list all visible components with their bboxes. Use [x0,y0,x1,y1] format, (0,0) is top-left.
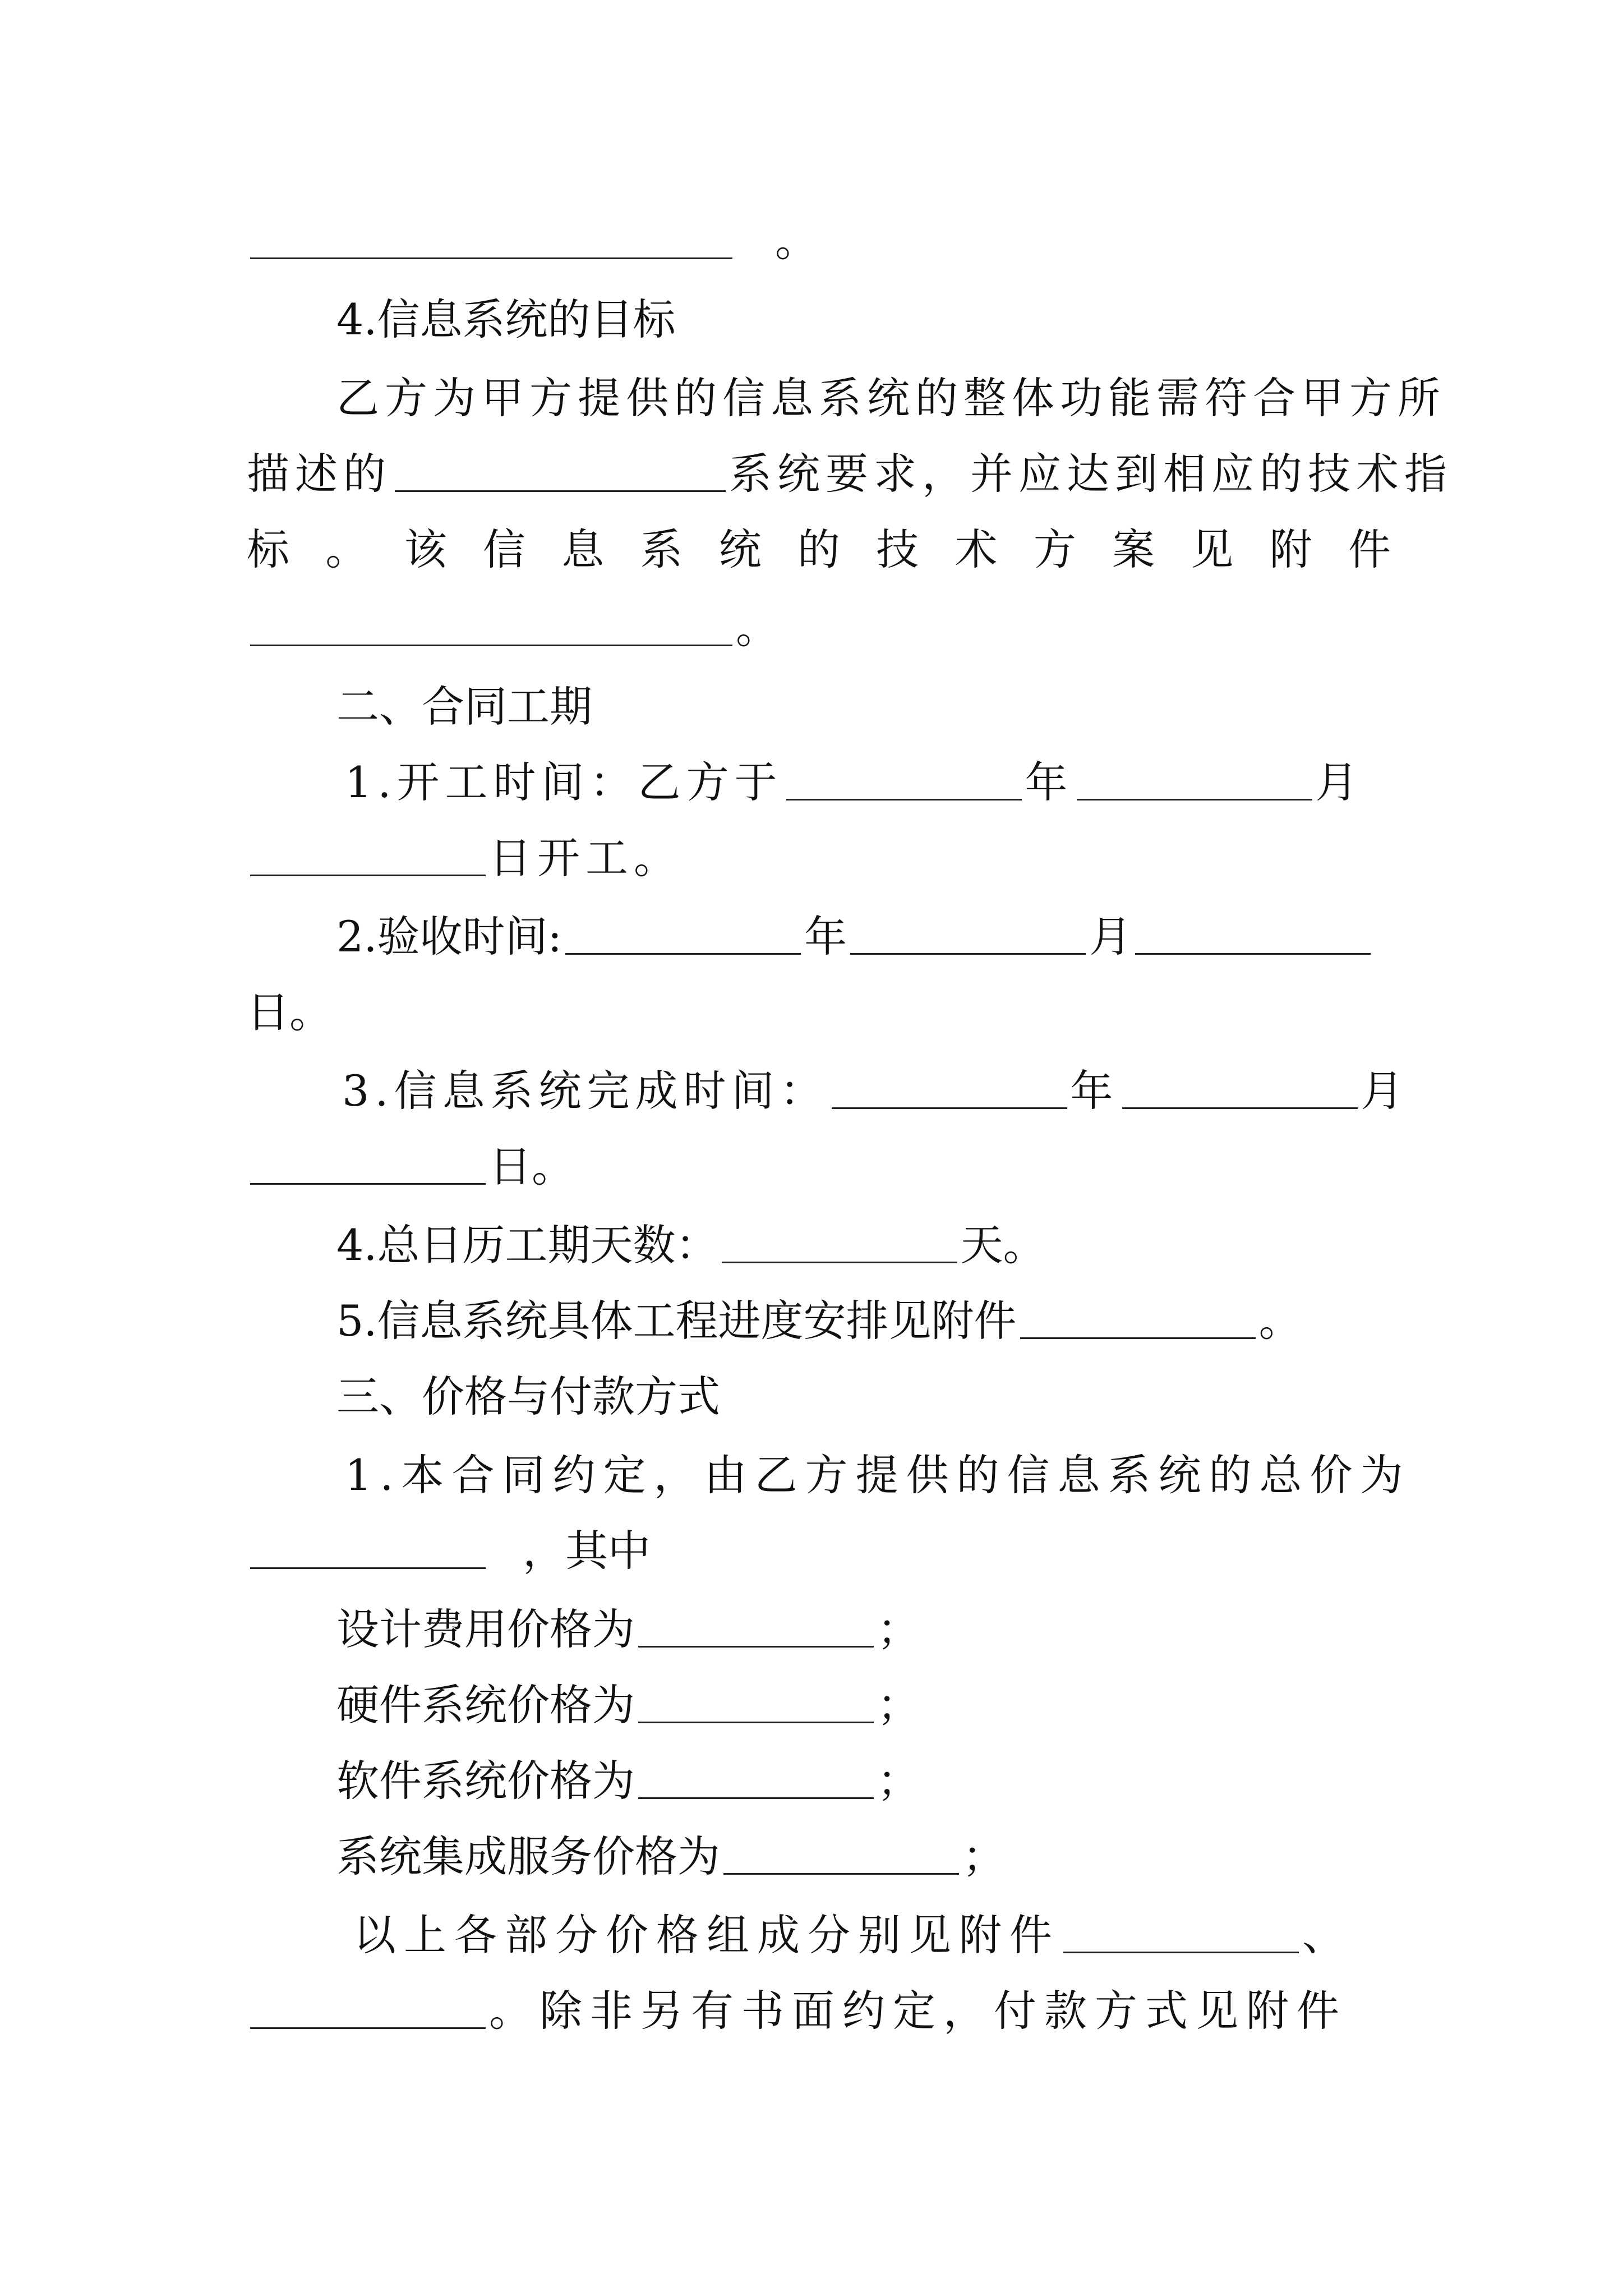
paragraph-line [247,1139,1391,1195]
fill-blank-day[interactable] [1135,950,1371,955]
price-item-integration [336,1829,1391,1885]
text: 。 [775,216,818,266]
paragraph-line [353,1907,1408,1963]
text: ； [877,1604,920,1654]
text: 年 [1070,1066,1119,1116]
fill-blank[interactable] [250,2024,486,2029]
char: 附 [1269,524,1312,574]
section-heading-schedule [336,679,1391,735]
fill-blank-year[interactable] [832,1104,1067,1109]
fill-blank[interactable] [250,254,732,259]
text: 、 [1302,1910,1353,1960]
char: 见 [1191,524,1234,574]
char: 息 [561,524,605,574]
fill-blank[interactable] [638,1642,874,1648]
text: 二、合同工期 [336,682,592,731]
char: 的 [797,524,840,574]
text: 4.总日历工期天数： [336,1220,718,1270]
text: 以上各部分价格组成分别见附件 [353,1910,1060,1960]
fill-blank-month[interactable] [1077,795,1312,800]
char: 统 [718,524,762,574]
text: 5.信息系统具体工程进度安排见附件 [336,1296,1017,1346]
fill-blank[interactable] [638,1794,874,1799]
text: 年 [1025,757,1073,807]
char: 系 [640,524,683,574]
text: 三、价格与付款方式 [336,1372,720,1421]
paragraph-line [247,1983,1391,2039]
text: 日。 [247,987,332,1037]
text: 。 [736,603,778,653]
text: 1.开工时间：乙方于 [345,757,783,807]
fill-blank[interactable] [638,1718,874,1723]
text: 3.信息系统完成时间： [342,1066,828,1116]
paragraph-line [247,984,1391,1041]
fill-blank-day[interactable] [250,1180,486,1185]
fill-blank[interactable] [395,487,726,492]
fill-blank-day[interactable] [250,871,486,876]
fill-blank[interactable] [723,1870,959,1875]
char: 技 [876,524,919,574]
fill-blank-year[interactable] [565,950,801,955]
fill-blank-total-price[interactable] [250,1564,486,1569]
text: 4.信息系统的目标 [336,295,676,344]
char: 该 [404,524,447,574]
text: 日开工。 [489,833,682,883]
text: 1.本合同约定，由乙方提供的信息系统的总价为 [345,1450,1411,1500]
text: 2.验收时间: [336,912,562,961]
paragraph-line [345,1447,1411,1503]
fill-blank-days[interactable] [722,1258,957,1263]
fill-blank[interactable] [1063,1948,1299,1953]
text: 乙方为甲方提供的信息系统的整体功能需符合甲方所 [336,373,1446,423]
text: 描述的 [247,449,391,499]
text: 日。 [489,1142,574,1191]
paragraph-line [336,1217,1391,1273]
section-heading-goal [336,292,1391,348]
char: 件 [1348,524,1391,574]
text: 硬件系统价格为 [336,1680,635,1730]
text: 设计费用价格为 [336,1604,635,1654]
char: 。 [325,524,368,574]
char: 术 [955,524,998,574]
paragraph-line [247,830,1391,886]
text: ，其中 [523,1526,651,1576]
char: 案 [1112,524,1155,574]
paragraph-line [336,909,1391,965]
text: 系统要求，并应达到相应的技术指 [729,449,1453,499]
paragraph-line [247,446,1453,502]
text: ； [962,1832,1005,1881]
char: 标 [247,524,289,574]
fill-blank-year[interactable] [786,795,1022,800]
paragraph-line [247,600,1391,656]
text: 。 [1258,1296,1302,1346]
text: 月 [1089,912,1132,961]
text: 年 [804,912,847,961]
price-item-design [336,1602,1391,1658]
char: 方 [1033,524,1076,574]
text: 。除非另有书面约定，付款方式见附件 [489,1986,1347,2036]
text: 软件系统价格为 [336,1756,635,1806]
paragraph-line [345,754,1399,811]
paragraph-line [336,370,1446,426]
price-item-hardware [336,1677,1391,1733]
fill-blank-month[interactable] [1122,1104,1358,1109]
paragraph-line [342,1063,1409,1119]
fill-blank-month[interactable] [850,950,1086,955]
line-0 [247,213,1391,269]
text: ； [877,1680,920,1730]
text: 系统集成服务价格为 [336,1832,720,1881]
section-heading-price [336,1369,1391,1425]
text: 月 [1361,1066,1409,1116]
fill-blank[interactable] [250,641,732,646]
char: 信 [482,524,525,574]
text: ； [877,1756,920,1806]
paragraph-line [247,1523,1391,1579]
fill-blank[interactable] [1020,1334,1256,1339]
text: 天。 [960,1220,1046,1270]
paragraph-line-justified [247,522,1391,578]
paragraph-line [336,1293,1391,1349]
price-item-software [336,1753,1391,1809]
text: 月 [1315,757,1364,807]
